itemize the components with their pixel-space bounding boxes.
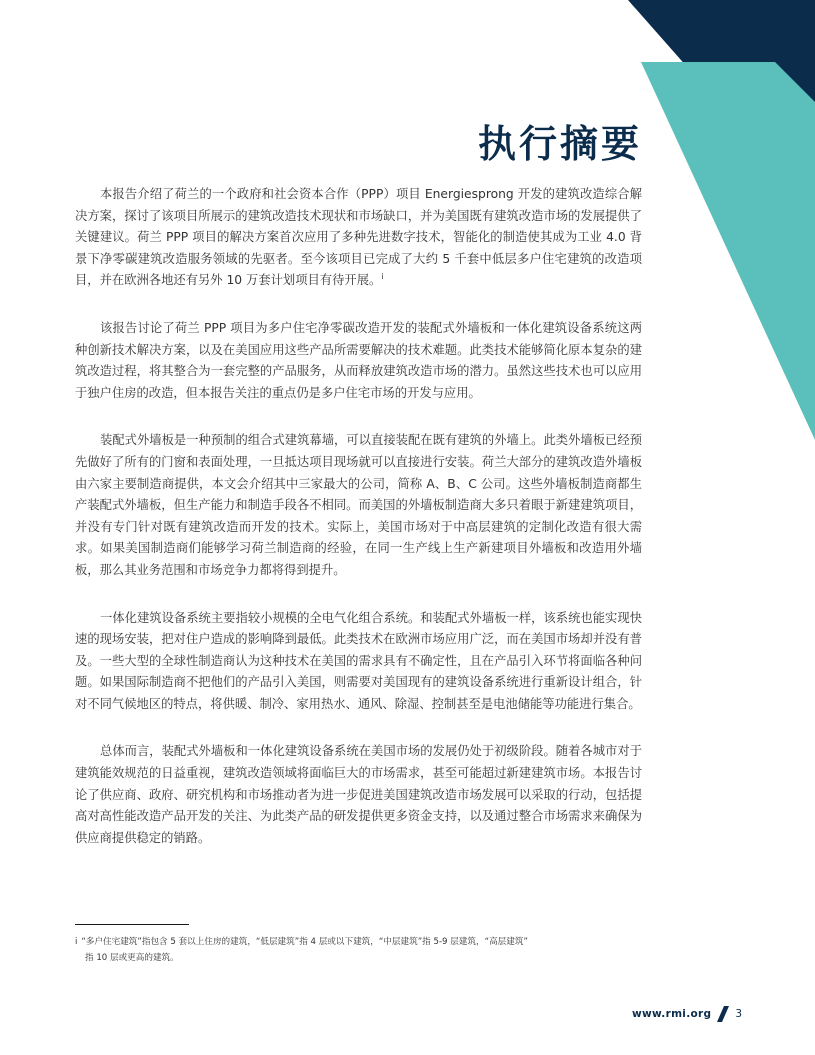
footnote-marker: i [75, 937, 78, 947]
slash-icon [717, 1006, 729, 1022]
footnote-text-line1: “多户住宅建筑”指包含 5 套以上住房的建筑，“低层建筑”指 4 层或以下建筑，“中层建筑”指 5-9 层建筑，“高层建筑” [81, 937, 528, 947]
teal-corner-shape [641, 62, 815, 440]
paragraph-1: 本报告介绍了荷兰的一个政府和社会资本合作（PPP）项目 Energiesprong 开发的建筑改造综合解决方案，探讨了该项目所展示的建筑改造技术现状和市场缺口，并为美国既有建筑改造市场的发展提供了关键建议。荷兰 PPP 项目的解决方案首次应用了多种先进数字技术，智能化的制造使其成为工业 4.0 背景下净零碳建筑改造服务领域的先驱者。至今该项目已完成了大约 5 千套中低层多户住宅建筑的改造项目，并在欧洲各地还有另外 10 万套计划项目有待开展。$^i$ [75, 187, 642, 288]
page-number: 3 [735, 1008, 742, 1020]
paragraph-2: 该报告讨论了荷兰 PPP 项目为多户住宅净零碳改造开发的装配式外墙板和一体化建筑设备系统这两种创新技术解决方案，以及在美国应用这些产品所需要解决的技术难题。此类技术能够简化原本复杂的建筑改造过程，将其整合为一套完整的产品服务，从而释放建筑改造市场的潜力。虽然这些技术也可以应用于独户住房的改造，但本报告关注的重点仍是多户住宅市场的开发与应用。 [75, 320, 642, 400]
paragraph-4: 一体化建筑设备系统主要指较小规模的全电气化组合系统。和装配式外墙板一样，该系统也能实现快速的现场安装，把对住户造成的影响降到最低。此类技术在欧洲市场应用广泛，而在美国市场却并没有普及。一些大型的全球性制造商认为这种技术在美国的需求具有不确定性，且在产品引入环节将面临各种问题。如果国际制造商不把他们的产品引入美国，则需要对美国现有的建筑设备系统进行重新设计组合，针对不同气候地区的特点，将供暖、制冷、家用热水、通风、除湿、控制甚至是电池储能等功能进行集合。 [75, 610, 642, 711]
page-title: 执行摘要 [477, 122, 642, 166]
page-footer [632, 1006, 742, 1022]
footnote [75, 934, 675, 966]
footnote-reference[interactable]: i [381, 272, 384, 282]
footer-url[interactable]: www.rmi.org [631, 1008, 712, 1020]
body-text [75, 184, 642, 875]
footnote-divider [75, 924, 189, 925]
paragraph-5: 总体而言，装配式外墙板和一体化建筑设备系统在美国市场的发展仍处于初级阶段。随着各城市对于建筑能效规范的日益重视，建筑改造领域将面临巨大的市场需求，甚至可能超过新建建筑市场。本报告讨论了供应商、政府、研究机构和市场推动者为进一步促进美国建筑改造市场发展可以采取的行动，包括提高对高性能改造产品开发的关注、为此类产品的研发提供更多资金支持，以及通过整合市场需求来确保为供应商提供稳定的销路。 [75, 744, 642, 845]
paragraph-3: 装配式外墙板是一种预制的组合式建筑幕墙，可以直接装配在既有建筑的外墙上。此类外墙板已经预先做好了所有的门窗和表面处理，一旦抵达项目现场就可以直接进行安装。荷兰大部分的建筑改造外墙板由六家主要制造商提供，本文会介绍其中三家最大的公司，简称 A、B、C 公司。这些外墙板制造商都生产装配式外墙板，但生产能力和制造手段各不相同。而美国的外墙板制造商大多只着眼于新建建筑项目，并没有专门针对既有建筑改造而开发的技术。实际上，美国市场对于中高层建筑的定制化改造有很大需求。如果美国制造商们能够学习荷兰制造商的经验，在同一生产线上生产新建项目外墙板和改造用外墙板，那么其业务范围和市场竞争力都将得到提升。 [75, 433, 642, 577]
footnote-text-line2: 指 10 层或更高的建筑。 [85, 953, 179, 963]
